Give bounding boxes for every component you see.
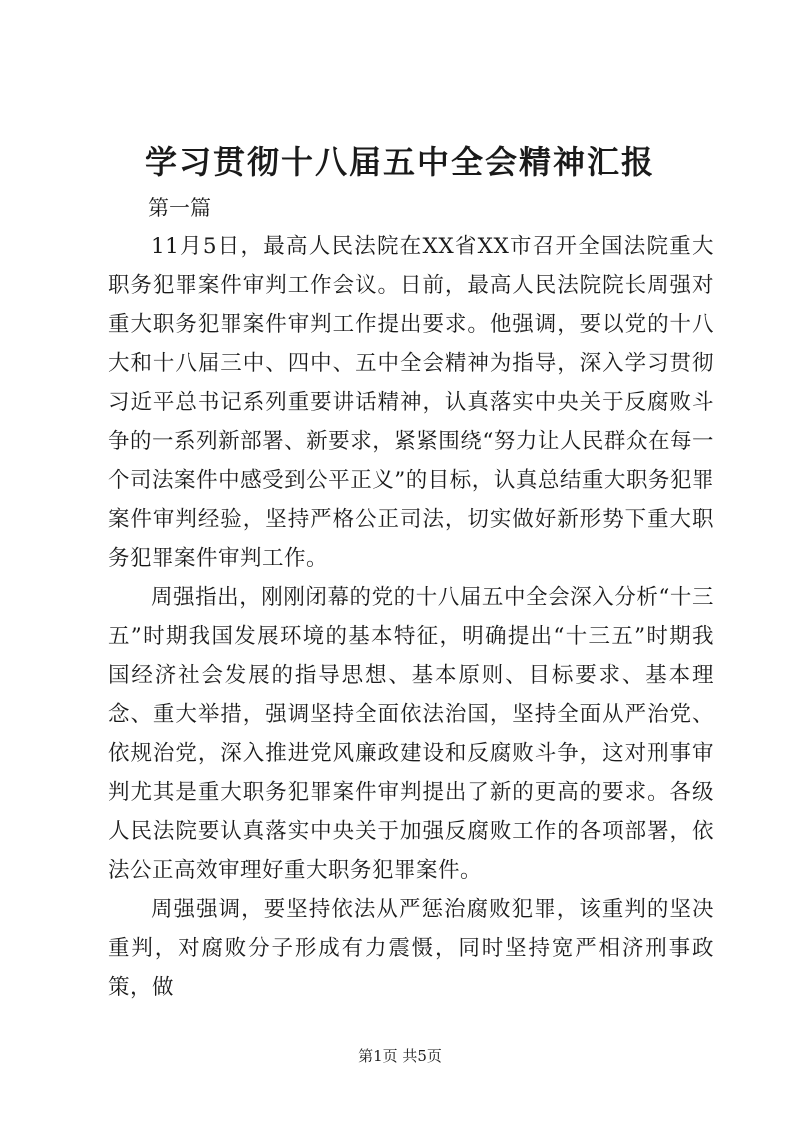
section-label: 第一篇 <box>148 196 211 220</box>
paragraph: 11月5日，最高人民法院在XX省XX市召开全国法院重大职务犯罪案件审判工作会议。日前，最高人民法院院长周强对重大职务犯罪案件审判工作提出要求。他强调，要以党的十八大和十八届三中、四中、五中全会精神为指导，深入学习贯彻习近平总书记系列重要讲话精神，认真落实中央关于反腐败斗争的一系列新部署、新要求，紧紧围绕“努力让人民群众在每一个司法案件中感受到公平正义”的目标，认真总结重大职务犯罪案件审判经验，坚持严格公正司法，切实做好新形势下重大职务犯罪案件审判工作。 <box>108 234 714 571</box>
document-title: 学习贯彻十八届五中全会精神汇报 <box>144 143 655 181</box>
document-body <box>108 227 714 1007</box>
paragraph: 周强指出，刚刚闭幕的党的十八届五中全会深入分析“十三五”时期我国发展环境的基本特征，明确提出“十三五”时期我国经济社会发展的指导思想、基本原则、目标要求、基本理念、重大举措，强调坚持全面依法治国，坚持全面从严治党、依规治党，深入推进党风廉政建设和反腐败斗争，这对刑事审判尤其是重大职务犯罪案件审判提出了新的更高的要求。各级人民法院要认真落实中央关于加强反腐败工作的各项部署，依法公正高效审理好重大职务犯罪案件。 <box>108 585 714 883</box>
paragraph: 周强强调，要坚持依法从严惩治腐败犯罪，该重判的坚决重判，对腐败分子形成有力震慑，同时坚持宽严相济刑事政策，做 <box>108 897 714 1000</box>
page-footer: 第1页 共5页 <box>358 1047 442 1065</box>
